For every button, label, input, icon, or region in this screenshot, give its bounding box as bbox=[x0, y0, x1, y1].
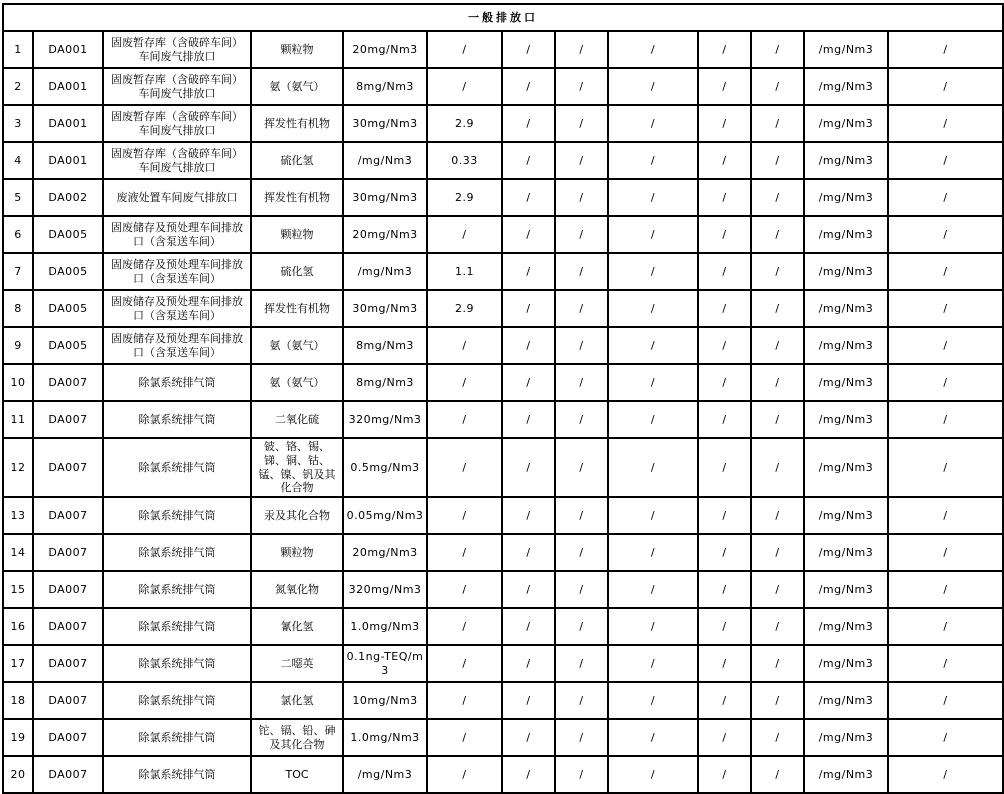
monitored-value: / bbox=[427, 756, 502, 793]
slash-cell: / bbox=[555, 68, 608, 105]
concentration-limit: 20mg/Nm3 bbox=[343, 216, 427, 253]
slash-cell: / bbox=[608, 645, 698, 682]
outlet-code: DA001 bbox=[33, 31, 103, 68]
rate-unit-cell: /mg/Nm3 bbox=[804, 497, 888, 534]
concentration-limit: 8mg/Nm3 bbox=[343, 327, 427, 364]
table-row bbox=[3, 608, 1003, 645]
row-number: 18 bbox=[3, 682, 33, 719]
rate-unit-cell: /mg/Nm3 bbox=[804, 253, 888, 290]
outlet-name: 固废暂存库（含破碎车间）车间废气排放口 bbox=[103, 68, 251, 105]
rate-unit-cell: /mg/Nm3 bbox=[804, 105, 888, 142]
slash-cell: / bbox=[608, 253, 698, 290]
row-number: 13 bbox=[3, 497, 33, 534]
slash-cell: / bbox=[888, 216, 1003, 253]
slash-cell: / bbox=[502, 105, 555, 142]
slash-cell: / bbox=[888, 68, 1003, 105]
pollutant-name: 氰化氢 bbox=[251, 608, 343, 645]
outlet-name: 除氯系统排气筒 bbox=[103, 401, 251, 438]
slash-cell: / bbox=[888, 719, 1003, 756]
monitored-value: 2.9 bbox=[427, 179, 502, 216]
monitored-value: / bbox=[427, 327, 502, 364]
outlet-code: DA007 bbox=[33, 534, 103, 571]
slash-cell: / bbox=[888, 105, 1003, 142]
slash-cell: / bbox=[751, 179, 804, 216]
slash-cell: / bbox=[698, 401, 751, 438]
monitored-value: / bbox=[427, 401, 502, 438]
slash-cell: / bbox=[502, 401, 555, 438]
outlet-code: DA005 bbox=[33, 327, 103, 364]
monitored-value: / bbox=[427, 216, 502, 253]
slash-cell: / bbox=[888, 179, 1003, 216]
slash-cell: / bbox=[555, 682, 608, 719]
slash-cell: / bbox=[698, 608, 751, 645]
slash-cell: / bbox=[751, 756, 804, 793]
pollutant-name: TOC bbox=[251, 756, 343, 793]
slash-cell: / bbox=[888, 31, 1003, 68]
slash-cell: / bbox=[555, 216, 608, 253]
outlet-code: DA007 bbox=[33, 645, 103, 682]
rate-unit-cell: /mg/Nm3 bbox=[804, 719, 888, 756]
outlet-name: 固废储存及预处理车间排放口（含泵送车间） bbox=[103, 327, 251, 364]
outlet-code: DA007 bbox=[33, 719, 103, 756]
discharge-permit-page bbox=[0, 3, 1000, 781]
pollutant-name: 二噁英 bbox=[251, 645, 343, 682]
pollutant-name: 颗粒物 bbox=[251, 534, 343, 571]
slash-cell: / bbox=[888, 534, 1003, 571]
outlet-name: 除氯系统排气筒 bbox=[103, 534, 251, 571]
slash-cell: / bbox=[608, 756, 698, 793]
slash-cell: / bbox=[608, 364, 698, 401]
pollutant-name: 氨（氨气） bbox=[251, 68, 343, 105]
concentration-limit: 0.1ng-TEQ/m3 bbox=[343, 645, 427, 682]
slash-cell: / bbox=[555, 534, 608, 571]
slash-cell: / bbox=[608, 105, 698, 142]
row-number: 14 bbox=[3, 534, 33, 571]
outlet-name: 固废储存及预处理车间排放口（含泵送车间） bbox=[103, 216, 251, 253]
pollutant-name: 铍、铬、锡、锑、铜、钴、锰、镍、钒及其化合物 bbox=[251, 438, 343, 497]
pollutant-name: 硫化氢 bbox=[251, 142, 343, 179]
row-number: 7 bbox=[3, 253, 33, 290]
section-title: 一般排放口 bbox=[3, 4, 1003, 31]
monitored-value: / bbox=[427, 719, 502, 756]
slash-cell: / bbox=[502, 608, 555, 645]
concentration-limit: 20mg/Nm3 bbox=[343, 31, 427, 68]
table-row bbox=[3, 756, 1003, 793]
slash-cell: / bbox=[502, 216, 555, 253]
slash-cell: / bbox=[502, 327, 555, 364]
outlet-code: DA001 bbox=[33, 68, 103, 105]
monitored-value: / bbox=[427, 68, 502, 105]
slash-cell: / bbox=[555, 290, 608, 327]
pollutant-name: 氯化氢 bbox=[251, 682, 343, 719]
slash-cell: / bbox=[608, 179, 698, 216]
pollutant-name: 挥发性有机物 bbox=[251, 105, 343, 142]
outlet-name: 固废暂存库（含破碎车间）车间废气排放口 bbox=[103, 142, 251, 179]
slash-cell: / bbox=[888, 497, 1003, 534]
slash-cell: / bbox=[888, 645, 1003, 682]
concentration-limit: 0.5mg/Nm3 bbox=[343, 438, 427, 497]
outlet-code: DA002 bbox=[33, 179, 103, 216]
slash-cell: / bbox=[502, 719, 555, 756]
slash-cell: / bbox=[698, 534, 751, 571]
outlet-name: 除氯系统排气筒 bbox=[103, 719, 251, 756]
monitored-value: / bbox=[427, 682, 502, 719]
row-number: 3 bbox=[3, 105, 33, 142]
monitored-value: / bbox=[427, 31, 502, 68]
slash-cell: / bbox=[608, 438, 698, 497]
slash-cell: / bbox=[555, 31, 608, 68]
slash-cell: / bbox=[698, 719, 751, 756]
slash-cell: / bbox=[698, 327, 751, 364]
slash-cell: / bbox=[888, 253, 1003, 290]
slash-cell: / bbox=[608, 31, 698, 68]
slash-cell: / bbox=[608, 497, 698, 534]
rate-unit-cell: /mg/Nm3 bbox=[804, 645, 888, 682]
slash-cell: / bbox=[555, 497, 608, 534]
outlet-name: 除氯系统排气筒 bbox=[103, 682, 251, 719]
outlet-name: 除氯系统排气筒 bbox=[103, 608, 251, 645]
slash-cell: / bbox=[888, 571, 1003, 608]
slash-cell: / bbox=[751, 534, 804, 571]
outlet-code: DA001 bbox=[33, 105, 103, 142]
row-number: 17 bbox=[3, 645, 33, 682]
slash-cell: / bbox=[751, 253, 804, 290]
table-row bbox=[3, 31, 1003, 68]
outlet-code: DA007 bbox=[33, 438, 103, 497]
slash-cell: / bbox=[502, 179, 555, 216]
slash-cell: / bbox=[698, 756, 751, 793]
monitored-value: / bbox=[427, 645, 502, 682]
table-row bbox=[3, 719, 1003, 756]
table-row bbox=[3, 682, 1003, 719]
slash-cell: / bbox=[888, 290, 1003, 327]
pollutant-name: 二氧化硫 bbox=[251, 401, 343, 438]
slash-cell: / bbox=[608, 290, 698, 327]
outlet-name: 除氯系统排气筒 bbox=[103, 438, 251, 497]
concentration-limit: 1.0mg/Nm3 bbox=[343, 719, 427, 756]
slash-cell: / bbox=[698, 497, 751, 534]
monitored-value: / bbox=[427, 364, 502, 401]
concentration-limit: 8mg/Nm3 bbox=[343, 68, 427, 105]
slash-cell: / bbox=[751, 401, 804, 438]
slash-cell: / bbox=[555, 253, 608, 290]
slash-cell: / bbox=[888, 682, 1003, 719]
slash-cell: / bbox=[751, 719, 804, 756]
rate-unit-cell: /mg/Nm3 bbox=[804, 327, 888, 364]
slash-cell: / bbox=[751, 364, 804, 401]
slash-cell: / bbox=[698, 438, 751, 497]
slash-cell: / bbox=[751, 682, 804, 719]
concentration-limit: /mg/Nm3 bbox=[343, 253, 427, 290]
table-row bbox=[3, 68, 1003, 105]
row-number: 5 bbox=[3, 179, 33, 216]
concentration-limit: 10mg/Nm3 bbox=[343, 682, 427, 719]
slash-cell: / bbox=[555, 438, 608, 497]
outlet-name: 废液处置车间废气排放口 bbox=[103, 179, 251, 216]
rate-unit-cell: /mg/Nm3 bbox=[804, 364, 888, 401]
table-row bbox=[3, 438, 1003, 497]
slash-cell: / bbox=[888, 438, 1003, 497]
table-row bbox=[3, 290, 1003, 327]
slash-cell: / bbox=[555, 327, 608, 364]
rate-unit-cell: /mg/Nm3 bbox=[804, 571, 888, 608]
pollutant-name: 氨（氨气） bbox=[251, 327, 343, 364]
pollutant-name: 铊、镉、铅、砷及其化合物 bbox=[251, 719, 343, 756]
outlet-code: DA007 bbox=[33, 756, 103, 793]
outlet-name: 固废暂存库（含破碎车间）车间废气排放口 bbox=[103, 105, 251, 142]
slash-cell: / bbox=[698, 290, 751, 327]
pollutant-name: 汞及其化合物 bbox=[251, 497, 343, 534]
pollutant-name: 颗粒物 bbox=[251, 31, 343, 68]
row-number: 12 bbox=[3, 438, 33, 497]
slash-cell: / bbox=[751, 105, 804, 142]
section-title-row bbox=[3, 4, 1003, 31]
outlet-name: 除氯系统排气筒 bbox=[103, 497, 251, 534]
row-number: 16 bbox=[3, 608, 33, 645]
slash-cell: / bbox=[502, 253, 555, 290]
table-body bbox=[3, 31, 1003, 793]
slash-cell: / bbox=[698, 105, 751, 142]
rate-unit-cell: /mg/Nm3 bbox=[804, 31, 888, 68]
row-number: 9 bbox=[3, 327, 33, 364]
pollutant-name: 挥发性有机物 bbox=[251, 179, 343, 216]
slash-cell: / bbox=[698, 571, 751, 608]
slash-cell: / bbox=[698, 142, 751, 179]
slash-cell: / bbox=[608, 571, 698, 608]
monitored-value: / bbox=[427, 571, 502, 608]
table-row bbox=[3, 497, 1003, 534]
slash-cell: / bbox=[888, 401, 1003, 438]
concentration-limit: 0.05mg/Nm3 bbox=[343, 497, 427, 534]
rate-unit-cell: /mg/Nm3 bbox=[804, 68, 888, 105]
slash-cell: / bbox=[751, 216, 804, 253]
concentration-limit: 30mg/Nm3 bbox=[343, 290, 427, 327]
slash-cell: / bbox=[751, 290, 804, 327]
outlet-code: DA007 bbox=[33, 497, 103, 534]
pollutant-name: 挥发性有机物 bbox=[251, 290, 343, 327]
slash-cell: / bbox=[555, 364, 608, 401]
slash-cell: / bbox=[698, 179, 751, 216]
table-row bbox=[3, 216, 1003, 253]
concentration-limit: /mg/Nm3 bbox=[343, 756, 427, 793]
slash-cell: / bbox=[751, 31, 804, 68]
slash-cell: / bbox=[502, 756, 555, 793]
slash-cell: / bbox=[502, 290, 555, 327]
monitored-value: / bbox=[427, 608, 502, 645]
slash-cell: / bbox=[888, 327, 1003, 364]
concentration-limit: 20mg/Nm3 bbox=[343, 534, 427, 571]
slash-cell: / bbox=[698, 253, 751, 290]
concentration-limit: 8mg/Nm3 bbox=[343, 364, 427, 401]
outlet-code: DA007 bbox=[33, 401, 103, 438]
outlet-code: DA007 bbox=[33, 608, 103, 645]
outlet-name: 固废储存及预处理车间排放口（含泵送车间） bbox=[103, 253, 251, 290]
slash-cell: / bbox=[751, 327, 804, 364]
slash-cell: / bbox=[751, 497, 804, 534]
table-row bbox=[3, 327, 1003, 364]
slash-cell: / bbox=[751, 571, 804, 608]
slash-cell: / bbox=[888, 608, 1003, 645]
rate-unit-cell: /mg/Nm3 bbox=[804, 438, 888, 497]
slash-cell: / bbox=[698, 31, 751, 68]
pollutant-name: 颗粒物 bbox=[251, 216, 343, 253]
outlet-name: 除氯系统排气筒 bbox=[103, 571, 251, 608]
slash-cell: / bbox=[888, 756, 1003, 793]
table-row bbox=[3, 253, 1003, 290]
pollutant-name: 氮氧化物 bbox=[251, 571, 343, 608]
monitored-value: / bbox=[427, 497, 502, 534]
monitored-value: / bbox=[427, 438, 502, 497]
rate-unit-cell: /mg/Nm3 bbox=[804, 142, 888, 179]
general-outlet-emission-table bbox=[2, 3, 1004, 794]
slash-cell: / bbox=[555, 756, 608, 793]
slash-cell: / bbox=[751, 438, 804, 497]
monitored-value: 0.33 bbox=[427, 142, 502, 179]
row-number: 8 bbox=[3, 290, 33, 327]
slash-cell: / bbox=[502, 438, 555, 497]
slash-cell: / bbox=[608, 327, 698, 364]
pollutant-name: 氨（氨气） bbox=[251, 364, 343, 401]
outlet-code: DA005 bbox=[33, 253, 103, 290]
table-row bbox=[3, 364, 1003, 401]
rate-unit-cell: /mg/Nm3 bbox=[804, 682, 888, 719]
row-number: 1 bbox=[3, 31, 33, 68]
outlet-code: DA007 bbox=[33, 571, 103, 608]
row-number: 6 bbox=[3, 216, 33, 253]
concentration-limit: 320mg/Nm3 bbox=[343, 571, 427, 608]
row-number: 4 bbox=[3, 142, 33, 179]
rate-unit-cell: /mg/Nm3 bbox=[804, 608, 888, 645]
concentration-limit: 320mg/Nm3 bbox=[343, 401, 427, 438]
slash-cell: / bbox=[555, 401, 608, 438]
concentration-limit: 30mg/Nm3 bbox=[343, 179, 427, 216]
row-number: 15 bbox=[3, 571, 33, 608]
slash-cell: / bbox=[502, 497, 555, 534]
slash-cell: / bbox=[502, 645, 555, 682]
slash-cell: / bbox=[608, 682, 698, 719]
slash-cell: / bbox=[698, 216, 751, 253]
slash-cell: / bbox=[555, 105, 608, 142]
outlet-code: DA007 bbox=[33, 682, 103, 719]
rate-unit-cell: /mg/Nm3 bbox=[804, 756, 888, 793]
slash-cell: / bbox=[608, 68, 698, 105]
outlet-code: DA005 bbox=[33, 216, 103, 253]
slash-cell: / bbox=[502, 364, 555, 401]
rate-unit-cell: /mg/Nm3 bbox=[804, 179, 888, 216]
slash-cell: / bbox=[608, 534, 698, 571]
slash-cell: / bbox=[502, 571, 555, 608]
outlet-code: DA005 bbox=[33, 290, 103, 327]
outlet-code: DA007 bbox=[33, 364, 103, 401]
concentration-limit: /mg/Nm3 bbox=[343, 142, 427, 179]
slash-cell: / bbox=[698, 68, 751, 105]
row-number: 20 bbox=[3, 756, 33, 793]
slash-cell: / bbox=[698, 682, 751, 719]
rate-unit-cell: /mg/Nm3 bbox=[804, 216, 888, 253]
slash-cell: / bbox=[555, 719, 608, 756]
slash-cell: / bbox=[751, 608, 804, 645]
slash-cell: / bbox=[608, 401, 698, 438]
row-number: 2 bbox=[3, 68, 33, 105]
slash-cell: / bbox=[502, 682, 555, 719]
slash-cell: / bbox=[698, 645, 751, 682]
table-row bbox=[3, 401, 1003, 438]
slash-cell: / bbox=[698, 364, 751, 401]
slash-cell: / bbox=[555, 179, 608, 216]
slash-cell: / bbox=[502, 31, 555, 68]
slash-cell: / bbox=[888, 364, 1003, 401]
rate-unit-cell: /mg/Nm3 bbox=[804, 401, 888, 438]
slash-cell: / bbox=[608, 142, 698, 179]
concentration-limit: 30mg/Nm3 bbox=[343, 105, 427, 142]
outlet-name: 除氯系统排气筒 bbox=[103, 645, 251, 682]
rate-unit-cell: /mg/Nm3 bbox=[804, 290, 888, 327]
slash-cell: / bbox=[888, 142, 1003, 179]
monitored-value: 1.1 bbox=[427, 253, 502, 290]
outlet-name: 固废暂存库（含破碎车间）车间废气排放口 bbox=[103, 31, 251, 68]
slash-cell: / bbox=[751, 68, 804, 105]
outlet-name: 除氯系统排气筒 bbox=[103, 364, 251, 401]
monitored-value: / bbox=[427, 534, 502, 571]
slash-cell: / bbox=[502, 534, 555, 571]
pollutant-name: 硫化氢 bbox=[251, 253, 343, 290]
table-row bbox=[3, 105, 1003, 142]
slash-cell: / bbox=[555, 645, 608, 682]
slash-cell: / bbox=[502, 142, 555, 179]
outlet-name: 固废储存及预处理车间排放口（含泵送车间） bbox=[103, 290, 251, 327]
row-number: 11 bbox=[3, 401, 33, 438]
table-row bbox=[3, 534, 1003, 571]
row-number: 10 bbox=[3, 364, 33, 401]
monitored-value: 2.9 bbox=[427, 290, 502, 327]
monitored-value: 2.9 bbox=[427, 105, 502, 142]
outlet-code: DA001 bbox=[33, 142, 103, 179]
concentration-limit: 1.0mg/Nm3 bbox=[343, 608, 427, 645]
slash-cell: / bbox=[751, 142, 804, 179]
slash-cell: / bbox=[608, 608, 698, 645]
table-row bbox=[3, 571, 1003, 608]
table-row bbox=[3, 142, 1003, 179]
slash-cell: / bbox=[555, 608, 608, 645]
table-row bbox=[3, 179, 1003, 216]
outlet-name: 除氯系统排气筒 bbox=[103, 756, 251, 793]
slash-cell: / bbox=[555, 571, 608, 608]
row-number: 19 bbox=[3, 719, 33, 756]
table-row bbox=[3, 645, 1003, 682]
slash-cell: / bbox=[555, 142, 608, 179]
slash-cell: / bbox=[751, 645, 804, 682]
slash-cell: / bbox=[608, 216, 698, 253]
slash-cell: / bbox=[502, 68, 555, 105]
slash-cell: / bbox=[608, 719, 698, 756]
rate-unit-cell: /mg/Nm3 bbox=[804, 534, 888, 571]
